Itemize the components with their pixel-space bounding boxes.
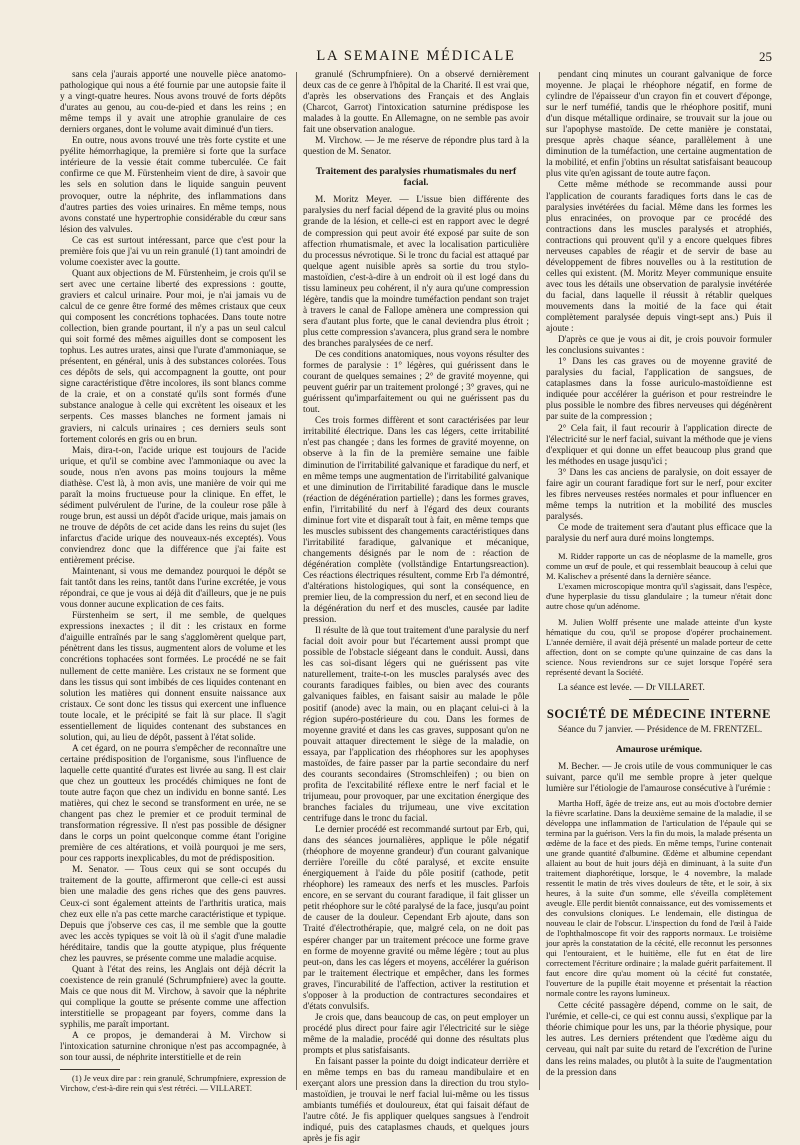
session-closing: La séance est levée. — Dr VILLARET.	[558, 683, 705, 694]
section-title: Traitement des paralysies rhumatismales du nerf facial.	[315, 166, 517, 189]
separator	[629, 699, 689, 700]
society-title: SOCIÉTÉ DE MÉDECINE INTERNE	[546, 707, 772, 722]
column1-paragraph: Mais, dira-t-on, l'acide urique est toujours de l'acide urique, et qu'il se combine avec l'ammoniaque ou avec la soude, nous n'en avons pas moins toujours la même diathèse. C'est là, à mon avis, une manière de voir qui me paraît la moins fructueuse pour la clinique. En effet, le sédiment pulvérulent de l'urine, de la couleur rose pâle à rouge brun, est aussi un dépôt d'acide urique, mais jamais on ne trouve de dépôts de cet acide dans les reins du sujet (les infarctus d'acide urique des nouveaux-nés exceptés). Vous conviendrez donc que la différence que j'ai faite est entièrement précise.	[60, 445, 286, 567]
running-title: LA SEMAINE MÉDICALE	[316, 48, 516, 64]
column3-paragraph: Ce mode de traitement sera d'autant plus efficace que la paralysie du nerf aura duré moins longtemps.	[546, 522, 772, 544]
page-number: 25	[759, 49, 772, 64]
column2-paragraph: M. Moritz Meyer. — L'issue bien différente des paralysies du nerf facial dépend de la gravité plus ou moins grande de la lésion, et celle-ci est en rapport avec le degré de compression qui peut avoir été exposé par suite de son affection rhumatismale, et avec la localisation particulière du processus névrotique. Si le tronc du facial est attaqué par quelque agent nuisible après sa sortie du trou stylo-mastoïdien, c'est-à-dire à un endroit où il est logé dans du tissu lamineux peu cohérent, il n'y aura qu'une compression légère, tandis que la moindre tuméfaction pendant son trajet à travers le canal de Fallope amènera une compression qui sera d'autant plus forte, que le canal deviendra plus étroit ; plus cette compression s'avancera, plus grand sera le nombre des branches paralysées de ce nerf.	[303, 195, 530, 349]
column-rule-left	[296, 72, 297, 1090]
column1-paragraph: A cet égard, on ne pourra s'empêcher de reconnaître une certaine prédisposition de l'organisme, sous l'influence de laquelle cette quantité d'urates est livrée au sang. Il est clair que chez un goutteux les procédés chimiques ne font de toute autre façon que chez un individu en bonne santé. Les matières, qui chez le second se transforment en urée, ne se changent pas chez le premier et ce produit terminal de transformation régressive. Il n'est pas possible de désigner dans le corps un point quelconque comme étant l'origine première de ces altérations, et voilà pourquoi je me sers, pour ces rapports inexplicables, du mot de prédisposition.	[60, 743, 286, 865]
column3-paragraph: pendant cinq minutes un courant galvanique de force moyenne. Je plaçai le rhéophore négatif, en forme de cylindre de l'épaisseur d'un crayon fin et couvert d'éponge, sur le nerf tuméfié, tandis que le rhéophore positif, muni d'un disque métallique ordinaire, se trouvait sur la joue ou sur l'apophyse mastoïde. De cette manière je constatai, presque après chaque séance, parallèlement à une diminution de la tuméfaction, une certaine augmentation de la mobilité, et enfin j'obtins un résultat satisfaisant beaucoup plus vite qu'en agissant de toute autre façon.	[546, 70, 772, 180]
column2-paragraph: Je crois que, dans beaucoup de cas, on peut employer un procédé plus direct pour faire agir l'électricité sur le siège même de la maladie, procédé qui donne des résultats plus prompts et plus satisfaisants.	[303, 1012, 529, 1056]
column3-paragraph: 1° Dans les cas graves ou de moyenne gravité de paralysies du facial, l'application de sangsues, de cataplasmes dans la fosse auriculo-mastoïdienne est indiquée pour accélérer la guérison et pour restreindre le plus possible le nombre des fibres nerveuses qui dégénèrent par suite de la compression ;	[546, 357, 772, 423]
wolff-report: M. Julien Wolff présente une malade atteinte d'un kyste hématique du cou, qu'il se propose d'opérer prochainement. L'année dernière, il avait déjà présenté un malade porteur de cette affection, dont on se compte qu'une quinzaine de cas dans la science. Nous reviendrons sur ce sujet lorsque l'opéré sera représenté devant la Société.	[546, 617, 772, 678]
ridder-examination: L'examen microscopique montra qu'il s'agissait, dans l'espèce, d'une hyperplasie du tissu glandulaire ; la tumeur n'était donc autre chose qu'un adénome.	[546, 581, 772, 612]
column3-paragraph: 3° Dans les cas anciens de paralysie, on doit essayer de faire agir un courant faradique fort sur le nerf, pour exciter les fibres nerveuses restées normales et pour influencer en même temps la nutrition et la mobilité des muscles paralysés.	[546, 467, 772, 522]
column-1	[60, 70, 286, 1094]
column1-paragraph: Ce cas est surtout intéressant, parce que c'est pour la première fois que j'ai vu un rein granulé (1) tant amoindri de volume coexister avec la goutte.	[60, 235, 286, 268]
case-subtitle: Amaurose urémique.	[615, 744, 703, 756]
column1-paragraph: Fürstenheim se sert, il me semble, de quelques expressions inexactes ; il dit : les cristaux en forme d'aiguille entraînés par le sang s'agglomèrent quelque part, pénètrent dans les tissus, augmentent alors de volume et les concrétions tophacées sont formées. Le procédé ne se fait nullement de cette manière. Les cristaux ne se forment que dans les tissus qui sont imbibés de ces liquides contenant en solution les matières qui donnent ensuite naissance aux cristaux. Ce sont donc les tissus qui exercent une influence toute locale, et le précipité se fait là sur place. Il s'agit essentiellement de liquides contenant des substances en solution, qui, au lieu de dépôt, passent à l'état solide.	[60, 611, 286, 743]
column3-paragraph: D'après ce que je vous ai dit, je crois pouvoir formuler les conclusions suivantes :	[546, 335, 772, 357]
column2-intro: granulé (Schrumpfniere). On a observé dernièrement deux cas de ce genre à l'hôpital de la Charité. Il est vrai que, d'après les observations des Français et des Anglais (Charcot, Garrot) l'intoxication saturnine prédispose les malades à la goutte. En Allemagne, on ne semble pas avoir fait une observation analogue.	[303, 70, 529, 136]
column2-paragraph: En faisant passer la pointe du doigt indicateur derrière et en même temps en bas du rameau mandibulaire et en exerçant alors une pression dans la direction du trou stylo-mastoïdien, je trouvai le nerf facial lui-même ou les tissus ambiants tuméfiés et douloureux, état qui faisait défaut de l'autre côté. Je fis appliquer quelques sangsues à l'endroit indiqué, puis des cataplasmes chauds, et quelques jours après je fis agir	[303, 1057, 529, 1145]
column1-paragraph: Quant aux objections de M. Fürstenheim, je crois qu'il se sert avec une certaine liberté des expressions : goutte, graviers et calcul urinaire. Pour moi, je n'ai jamais vu de calcul de ce genre être formé des mêmes cristaux que ceux qui composent les concrétions tophacées. Dans toute notre collection, bien grande pourtant, il n'y a pas un seul calcul qui soit formé des mêmes aiguilles dont se composent les tophus. Les autres urates, ainsi que l'urate d'ammoniaque, se présentent, en général, unis à des substances colorées. Tous ces dépôts de sels, qui accompagnent la goutte, ont pour signe caractéristique d'être incolores, ils sont blancs comme de la craie, et on a constaté qu'ils sont formés d'une substance analogue à celle qui excrètent les oiseaux et les serpents. Ces masses blanches ne forment jamais ni graviers, ni calculs urinaires ; ces derniers seuls sont fortement colorés en gris ou en brun.	[60, 268, 286, 445]
column2-paragraph: De ces conditions anatomiques, nous voyons résulter des formes de paralysie : 1° légères, qui guérissent dans le courant de quelques semaines ; 2° de gravité moyenne, qui peuvent guérir par un traitement prolongé ; 3° graves, qui ne guérissent qu'imparfaitement ou qui ne guérissent pas du tout.	[303, 350, 529, 416]
column3-paragraph: 2° Cela fait, il faut recourir à l'application directe de l'électricité sur le nerf facial, suivant la méthode que je viens d'expliquer et qui donne un effet beaucoup plus grand que les méthodes en usage jusqu'ici ;	[546, 423, 772, 467]
page-header	[60, 48, 772, 66]
column1-paragraph: M. Senator. — Tous ceux qui se sont occupés du traitement de la goutte, affirmeront que celle-ci est aussi bien une maladie des gens riches que des gens pauvres. Ceux-ci sont également atteints de l'arthritis uratica, mais chez eux elle n'a pas cette marche caractéristique et typique. Depuis que j'observe ces cas, il me semble que la goutte avec les accès typiques se voit là où il s'agit d'une maladie héréditaire, tandis que la goutte atypique, plus fréquente chez les pauvres, se présente comme une maladie acquise.	[60, 865, 286, 964]
case-report: Martha Hoff, âgée de treize ans, eut au mois d'octobre dernier la fièvre scarlatine. Dans la deuxième semaine de la maladie, il se développa une inflammation de l'articulation de l'épaule qui se termina par la guérison. Vers la fin du mois, la malade présenta un œdème de la face et des pieds. En même temps, l'urine contenait une grande quantité d'albumine. Œdème et albumine cependant allaient au bout de huit jours déjà en diminuant, à la suite d'un traitement diaphorétique, lorsque, le 4 novembre, la malade ressentit le matin de très vives douleurs de tête, et le soir, à six heures, à la suite d'un somme, elle s'éveilla complètement aveugle. Elle perdit bientôt connaissance, eut des vomissements et des convulsions cloniques. Le lendemain, elle distingua de nouveau le clair de l'obscur. L'inspection du fond de l'œil à l'aide de l'ophthalmoscope fit voir des rapports normaux. Le troisième jour après la constatation de la cécité, elle reconnut les personnes qui l'entouraient, et le huitième, elle fut en état de lire correctement l'écriture ordinaire ; la malade guérit parfaitement. Il faut encore dire qu'au moment où la cécité fut constatée, l'ouverture de la pupille était moyenne et présentait la réaction normale contre les rayons lumineux.	[546, 798, 772, 999]
column1-paragraph: sans cela j'aurais apporté une nouvelle pièce anatomo-pathologique qui nous a été fournie par une autopsie faite il y a vingt-quatre heures. Nous avons trouvé de forts dépôts d'urates au genou, au cou-de-pied et dans les reins ; en même temps il y avait une atrophie granulaire de ces derniers organes, dont le volume avait diminué d'un tiers.	[60, 70, 286, 136]
footnote: (1) Je veux dire par : rein granulé, Schrumpfniere, expression de Virchow, c'est-à-dire rein qui s'est rétréci. — VILLARET.	[60, 1074, 286, 1094]
column1-paragraph: En outre, nous avons trouvé une très forte cystite et une pyélite hémorrhagique, la première si forte que la surface intérieure de la vessie était comme tuberculée. Ce fait confirme ce que M. Fürstenheim vient de dire, à savoir que les sels en solution dans le liquide sanguin peuvent provoquer, outre la néphrite, des inflammations dans d'autres parties des voies urinaires. En même temps, nous avons constaté une hypertrophie considérable du cœur sans lésion des valvules.	[60, 136, 286, 235]
column2-paragraph: Le dernier procédé est recommandé surtout par Erb, qui, dans des séances journalières, applique le pôle négatif (rhéophore de moyenne grandeur) d'un courant galvanique derrière l'oreille du côté paralysé, et excite ensuite énergiquement à l'aide du pôle positif (cathode, petit rhéophore) les rameaux des nerfs et les muscles. Parfois encore, en se servant du courant faradique, il fait glisser un petit rhéophore sur le côté paralysé de la face, jusqu'au point de causer de la douleur. Cependant Erb ajoute, dans son Traité d'électrothérapie, que, malgré cela, on ne doit pas espérer changer par un traitement précoce une forme grave en forme de moyenne gravité ou même légère ; tout au plus peut-on, dans les cas légers et moyens, accélérer la guérison par le traitement électrique et empêcher, dans les formes graves, l'incurabilité de l'affection, activer la restitution et s'opposer à la production de contractures secondaires et d'états convulsifs.	[303, 825, 529, 1012]
column3-paragraph: Cette même méthode se recommande aussi pour l'application de courants faradiques forts dans le cas de paralysies invétérées du facial. Même dans les formes les plus enracinées, on provoque par ce procédé des contractions dans les muscles paralysés et atrophiés, contractions qui prouvent qu'il y a encore quelques fibres nerveuses capables de réagir et de servir de base au développement de fibres nouvelles ou à la restitution de celles qui existent. (M. Moritz Meyer communique ensuite avec tous les détails une observation de paralysie invétérée du facial, dans laquelle il réussit à rétablir quelques mouvements dans la moitié de la face qui était complètement paralysée depuis vingt-sept ans.) Puis il ajoute :	[546, 180, 772, 335]
ridder-report: M. Ridder rapporte un cas de néoplasme de la mamelle, gros comme un œuf de poule, et qui ressemblait beaucoup à celui que M. Kalischev a présenté dans la dernière séance.	[546, 551, 772, 582]
becher-intro: M. Becher. — Je crois utile de vous communiquer le cas suivant, parce qu'il me semble propre à jeter quelque lumière sur l'étiologie de l'amaurose consécutive à l'urémie :	[546, 762, 772, 795]
column-rule-right	[539, 72, 540, 1090]
footnote-rule	[60, 1069, 120, 1070]
virchow-reply: M. Virchow. — Je me réserve de répondre plus tard à la question de M. Senator.	[303, 136, 529, 158]
column1-paragraph: Quant à l'état des reins, les Anglais ont déjà décrit la coexistence de rein granulé (Schrumpfniere) avec la goutte. Mais ce que nous dit M. Virchow, à savoir que la néphrite qui complique la goutte se présente comme une affection interstitielle se propageant par foyers, comme dans la syphilis, me paraît important.	[60, 964, 286, 1031]
column2-paragraph: Il résulte de là que tout traitement d'une paralysie du nerf facial doit avoir pour but l'écartement aussi prompt que possible de l'obstacle siégeant dans le conduit. Aussi, dans les cas soi-disant légers qui ne guérissent pas vite naturellement, traite-t-on les muscles paralysés avec des courants faradiques faibles, ou bien avec des courants galvaniques faibles, en faisant saisir au malade le pôle positif (anode) avec la main, ou en plaçant celui-ci à la région supéro-postérieure du cou. Dans les formes de moyenne gravité et dans les cas graves, supposant qu'on ne pouvait attaquer directement le siège de la maladie, on essaya, par l'application des rhéophores sur les apophyses mastoïdes, de faire passer par la partie secondaire du nerf des courants secondaires (Stromschleifen) ; ou bien on profita de l'excitabilité réflexe entre le nerf facial et le trijumeau, pour provoquer, par une excitation énergique des branches faciales du trijumeau, une vive excitation centrifuge dans le tronc du facial.	[303, 626, 529, 824]
column-3	[546, 70, 772, 1094]
column3-final: Cette cécité passagère dépend, comme on le sait, de l'urémie, et celle-ci, ce qui est connu aussi, s'explique par la théorie chimique pour les uns, par la théorie physique, pour les autres. Les derniers prétendent que l'œdème aigu du cerveau, qui naît par suite du retard de l'excrétion de l'urine dans les reins malades, ou plutôt à la suite de l'augmentation de la pression dans	[546, 1001, 772, 1078]
column1-paragraph: A ce propos, je demanderai à M. Virchow si l'intoxication saturnine chronique n'est pas accompagnée, à son tour aussi, de néphrite interstitielle et de rein	[60, 1031, 286, 1064]
column2-paragraph: Ces trois formes diffèrent et sont caractérisées par leur irritabilité électrique. Dans les cas légers, cette irritabilité n'est pas changée ; dans les formes de gravité moyenne, on observe à la fin de la première semaine une faible diminution de l'irritabilité galvanique et faradique du nerf, et en même temps une augmentation de l'irritabilité galvanique et une diminution de l'irritabilité faradique dans le muscle (réaction de dégénération partielle) ; dans les formes graves, enfin, l'irritabilité du nerf à l'égard des deux courants diminue fort vite et disparaît tout à fait, en même temps que les muscles subissent des changements caractéristiques dans l'irritabilité faradique, galvanique et mécanique, changements désignés par le nom de : réaction de dégénération complète (vollständige Entartungsreaction). Ces réactions électriques résultent, comme Erb l'a démontré, d'altérations histologiques, qui sont la conséquence, en premier lieu, de la compression du nerf, et en second lieu de la dégénération du nerf et des muscles, causée par ladite pression.	[303, 416, 529, 626]
column-2	[303, 70, 530, 1145]
column1-paragraph: Maintenant, si vous me demandez pourquoi le dépôt se fait tantôt dans les reins, tantôt dans l'urine excrétée, je vous répondrai, ce que je vous ai déjà dit d'ailleurs, que je ne puis vous donner aucune explication de ces faits.	[60, 567, 286, 611]
session-info: Séance du 7 janvier. — Présidence de M. FRENTZEL.	[558, 725, 763, 736]
